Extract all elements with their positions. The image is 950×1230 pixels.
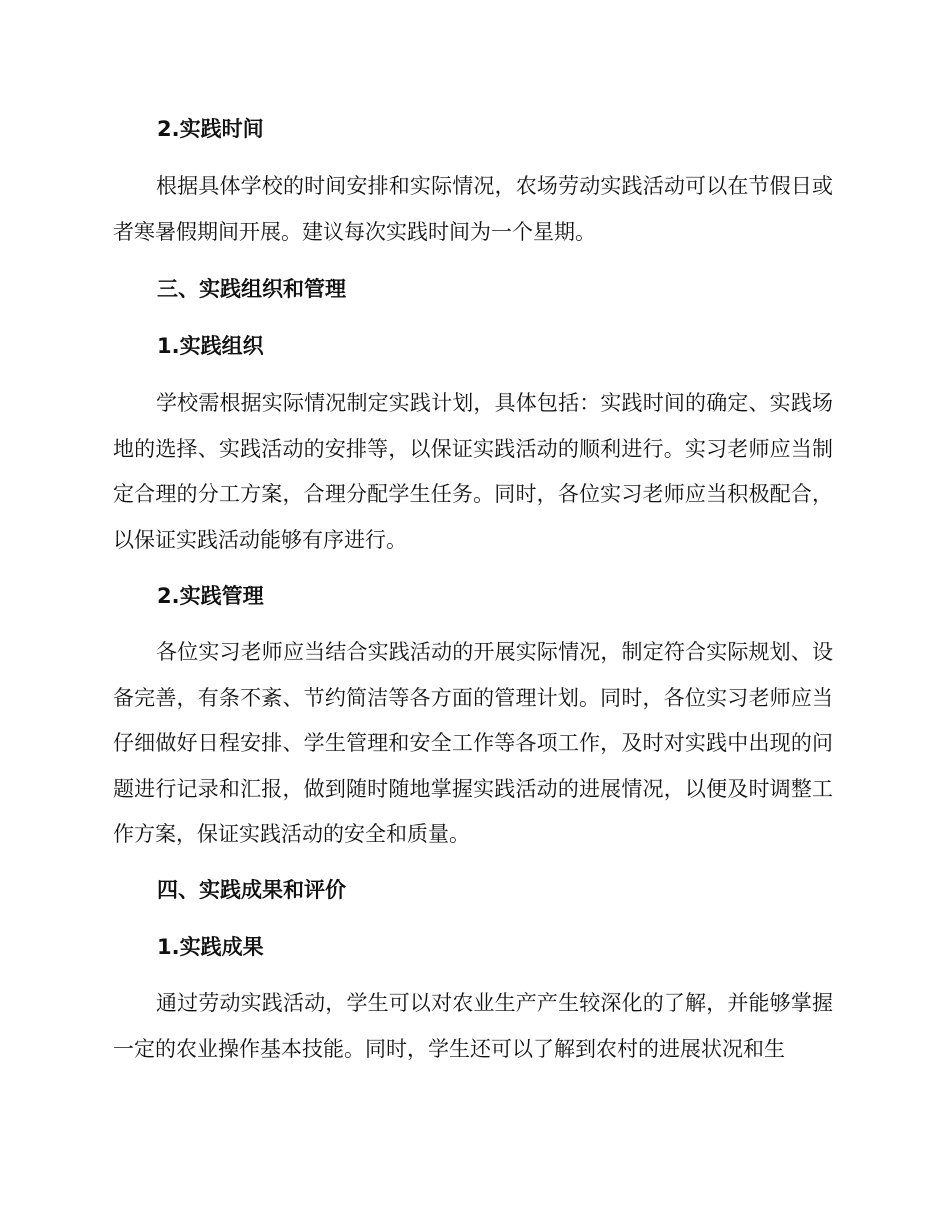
paragraph-practice-management: 各位实习老师应当结合实践活动的开展实际情况，制定符合实际规划、设备完善，有条不紊、节约简洁等各方面的管理计划。同时，各位实习老师应当仔细做好日程安排、学生管理和安全工作等各项工作，及时对实践中出现的问题进行记录和汇报，做到随时随地掌握实践活动的进展情况，以便及时调整工作方案，保证实践活动的安全和质量。 xyxy=(113,640,833,846)
heading-practice-time: 2.实践时间 xyxy=(157,117,264,141)
heading-practice-management: 2.实践管理 xyxy=(157,584,264,608)
paragraph-practice-organization: 学校需根据实际情况制定实践计划，具体包括：实践时间的确定、实践场地的选择、实践活动的安排等，以保证实践活动的顺利进行。实习老师应当制定合理的分工方案，合理分配学生任务。同时，各位实习老师应当积极配合，以保证实践活动能够有序进行。 xyxy=(113,391,833,552)
heading-practice-results: 1.实践成果 xyxy=(157,935,264,959)
heading-results-evaluation: 四、实践成果和评价 xyxy=(157,878,346,902)
paragraph-practice-results: 通过劳动实践活动，学生可以对农业生产产生较深化的了解，并能够掌握一定的农业操作基本技能。同时，学生还可以了解到农村的进展状况和生 xyxy=(113,991,833,1061)
heading-organization-management: 三、实践组织和管理 xyxy=(157,277,346,301)
paragraph-practice-time: 根据具体学校的时间安排和实际情况，农场劳动实践活动可以在节假日或者寒暑假期间开展。建议每次实践时间为一个星期。 xyxy=(113,174,833,244)
heading-practice-organization: 1.实践组织 xyxy=(157,334,264,358)
